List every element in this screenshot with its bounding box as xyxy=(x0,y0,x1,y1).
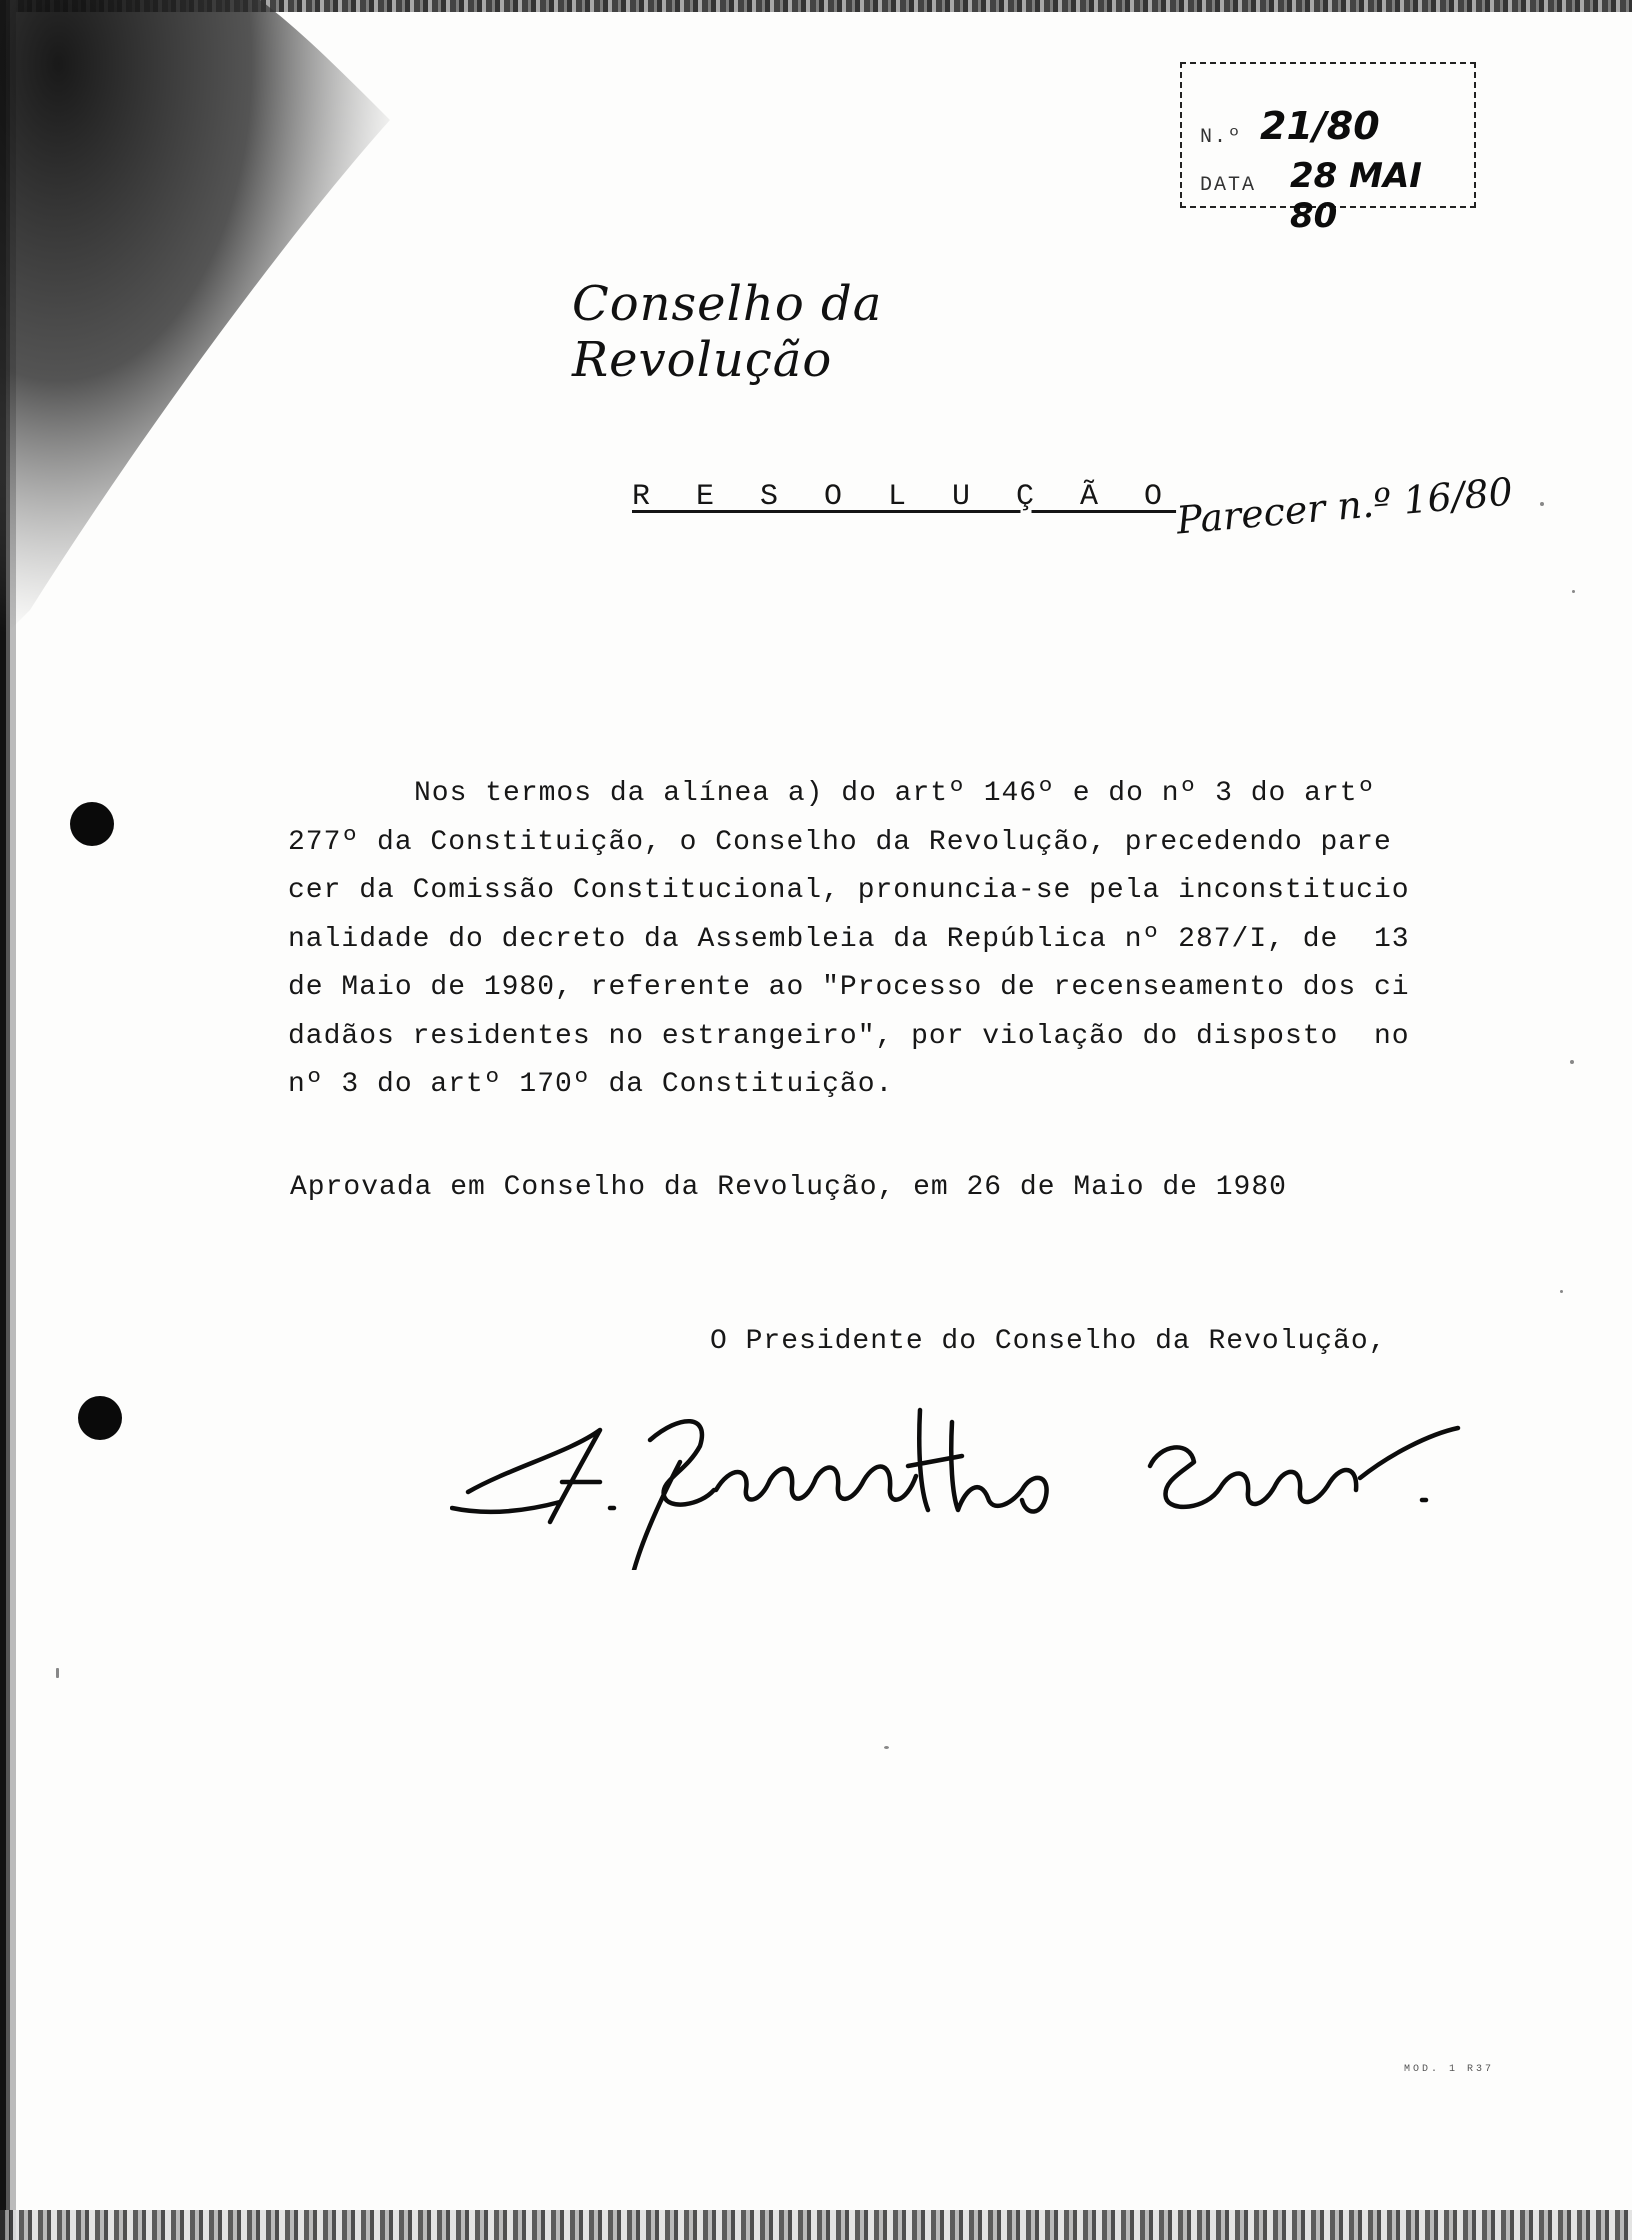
body-line: dadãos residentes no estrangeiro", por violação do disposto no xyxy=(288,1020,1410,1052)
scan-edge-bottom xyxy=(0,2210,1632,2240)
council-heading: Conselho da Revolução xyxy=(572,276,883,388)
handwritten-signature xyxy=(450,1370,1470,1570)
body-line: 277º da Constituição, o Conselho da Revolução, precedendo pare xyxy=(288,826,1392,858)
body-line: Nos termos da alínea a) do artº 146º e do nº 3 do artº xyxy=(414,778,1376,809)
scan-speck xyxy=(1572,590,1575,593)
scan-speck xyxy=(1560,1290,1563,1293)
body-line: nalidade do decreto da Assembleia da República nº 287/I, de 13 xyxy=(288,923,1410,955)
stamp-date-label: DATA xyxy=(1200,174,1257,197)
document-title: R E S O L U Ç Ã O xyxy=(632,480,1177,514)
body-line: de Maio de 1980, referente ao "Processo de recenseamento dos ci xyxy=(288,972,1410,1003)
punch-hole-upper xyxy=(70,802,114,846)
scan-shadow-corner xyxy=(0,0,420,640)
scan-speck xyxy=(884,1746,889,1749)
scan-speck xyxy=(56,1668,59,1678)
approval-statement: Aprovada em Conselho da Revolução, em 26 de Maio de 1980 xyxy=(290,1172,1287,1203)
stamp-number-value: 21/80 xyxy=(1260,104,1380,148)
handwritten-annotation: Parecer n.º 16/80 xyxy=(1174,469,1515,543)
scan-speck xyxy=(1570,1060,1574,1064)
signatory-title: O Presidente do Conselho da Revolução, xyxy=(710,1326,1387,1357)
body-line: cer da Comissão Constitucional, pronuncia-se pela inconstitucio xyxy=(288,875,1410,906)
punch-hole-lower xyxy=(78,1396,122,1440)
scan-speck xyxy=(1540,502,1544,506)
stamp-number-label: N.º xyxy=(1200,126,1243,149)
body-line: nº 3 do artº 170º da Constituição. xyxy=(288,1069,894,1100)
registration-stamp xyxy=(1180,62,1476,236)
stamp-date-value: 28 MAI 80 xyxy=(1290,156,1422,236)
form-reference-code: MOD. 1 R37 xyxy=(1404,2064,1495,2075)
resolution-body xyxy=(288,770,1488,1110)
